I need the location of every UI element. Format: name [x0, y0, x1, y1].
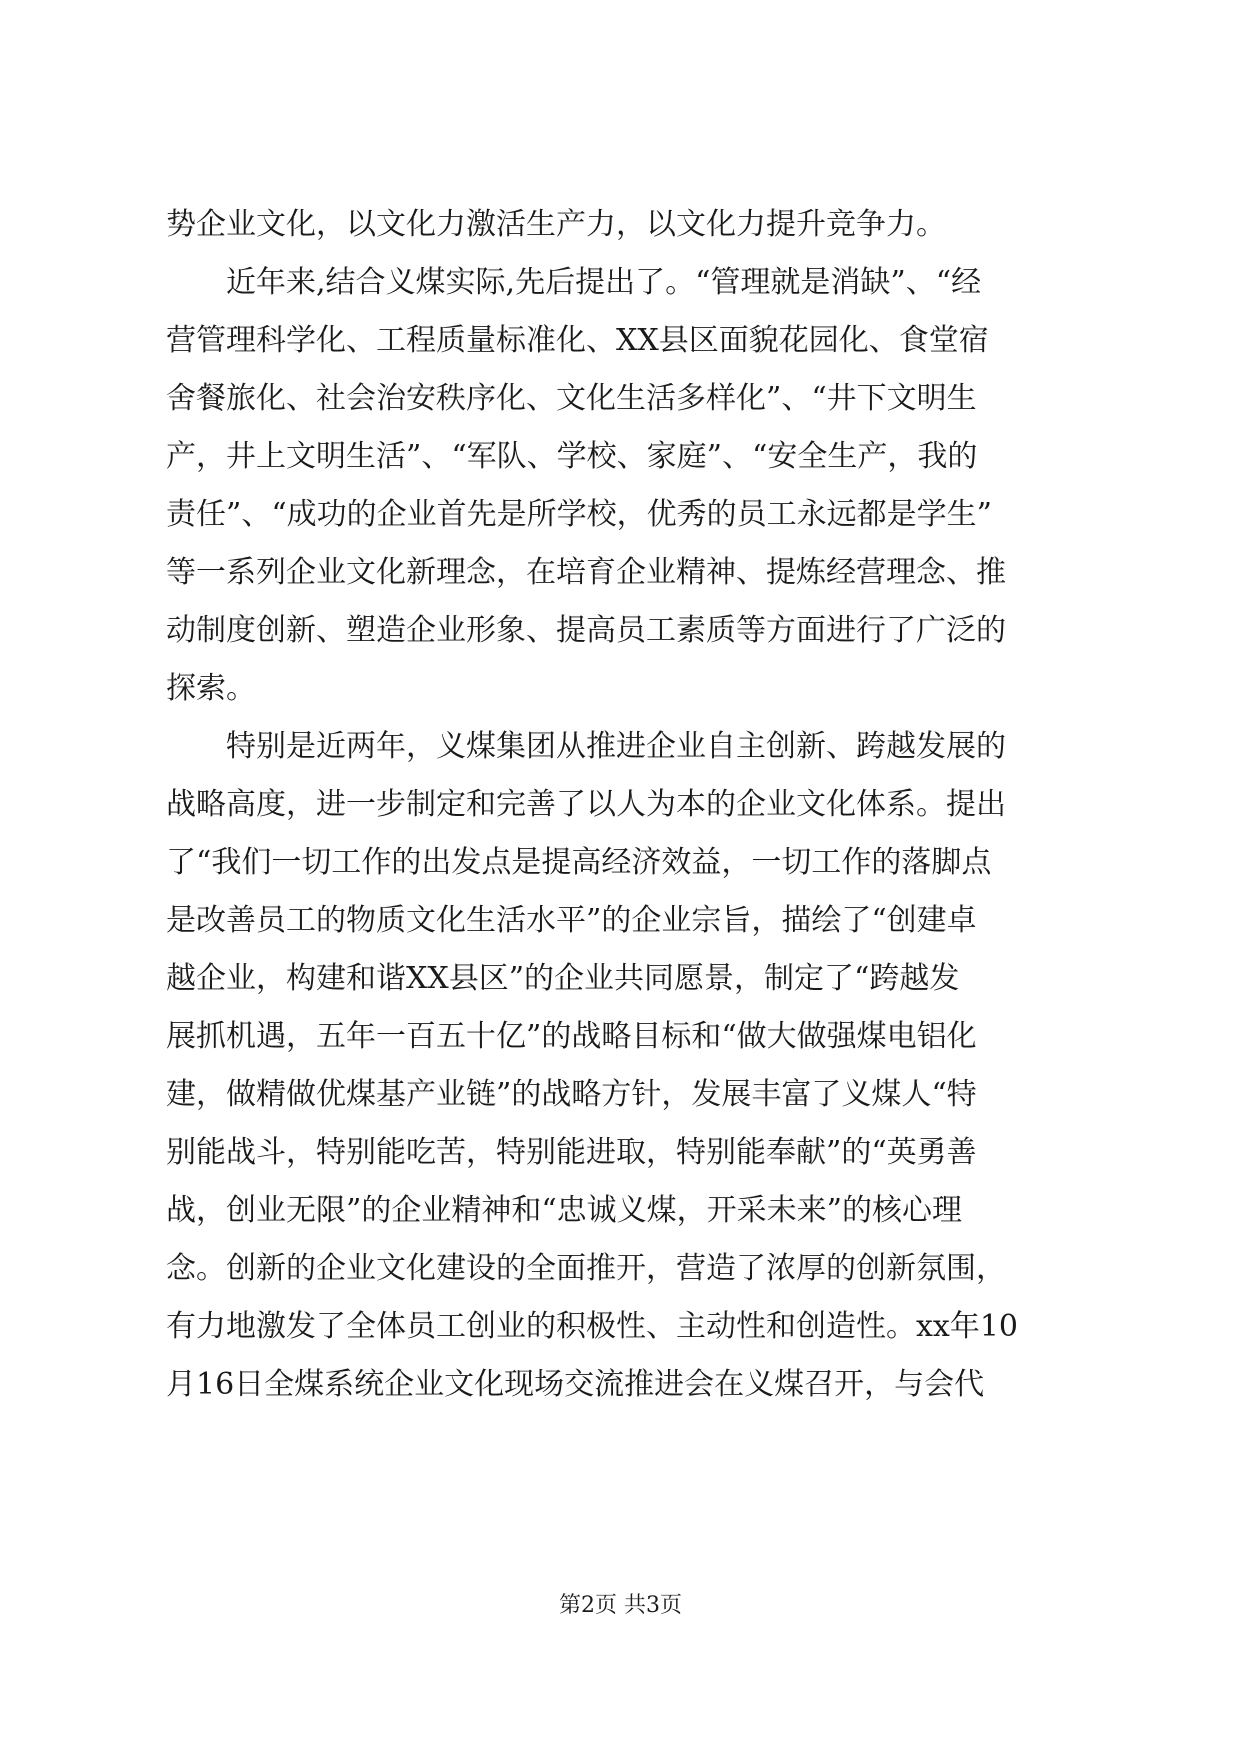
body-text [166, 196, 1084, 1414]
text-line: 产，井上文明生活”、“军队、学校、家庭”、“安全生产，我的 [166, 439, 978, 474]
text-line: 战略高度，进一步制定和完善了以人为本的企业文化体系。提出 [166, 787, 1006, 822]
text-line: 营管理科学化、工程质量标准化、XX县区面貌花园化、食堂宿 [166, 323, 989, 358]
text-line: 舍餐旅化、社会治安秩序化、文化生活多样化”、“井下文明生 [166, 381, 977, 416]
text-line: 月16日全煤系统企业文化现场交流推进会在义煤召开，与会代 [166, 1367, 985, 1402]
text-line: 建，做精做优煤基产业链”的战略方针，发展丰富了义煤人“特 [166, 1077, 977, 1112]
text-line: 责任”、“成功的企业首先是所学校，优秀的员工永远都是学生” [166, 497, 993, 532]
text-line: 近年来,结合义煤实际,先后提出了。“管理就是消缺”、“经 [166, 265, 982, 300]
text-line: 别能战斗，特别能吃苦，特别能进取，特别能奉献”的“英勇善 [166, 1135, 977, 1170]
text-line: 有力地激发了全体员工创业的积极性、主动性和创造性。xx年10 [166, 1309, 1019, 1344]
text-line: 展抓机遇，五年一百五十亿”的战略目标和“做大做强煤电铝化 [166, 1019, 977, 1054]
text-line: 探索。 [166, 671, 256, 706]
text-line: 特别是近两年，义煤集团从推进企业自主创新、跨越发展的 [166, 729, 1006, 764]
text-line: 念。创新的企业文化建设的全面推开，营造了浓厚的创新氛围， [166, 1251, 1006, 1286]
page-number: 第2页 共3页 [559, 1593, 682, 1618]
text-line: 越企业，构建和谐XX县区”的企业共同愿景，制定了“跨越发 [166, 961, 960, 996]
text-line: 动制度创新、塑造企业形象、提高员工素质等方面进行了广泛的 [166, 613, 1006, 648]
text-line: 是改善员工的物质文化生活水平”的企业宗旨，描绘了“创建卓 [166, 903, 977, 938]
text-line: 战，创业无限”的企业精神和“忠诚义煤，开采未来”的核心理 [166, 1193, 963, 1228]
text-line: 了“我们一切工作的出发点是提高经济效益，一切工作的落脚点 [166, 845, 992, 880]
text-line: 势企业文化，以文化力激活生产力，以文化力提升竞争力。 [166, 207, 946, 242]
text-line: 等一系列企业文化新理念，在培育企业精神、提炼经营理念、推 [166, 555, 1006, 590]
page-footer [0, 1591, 1241, 1621]
